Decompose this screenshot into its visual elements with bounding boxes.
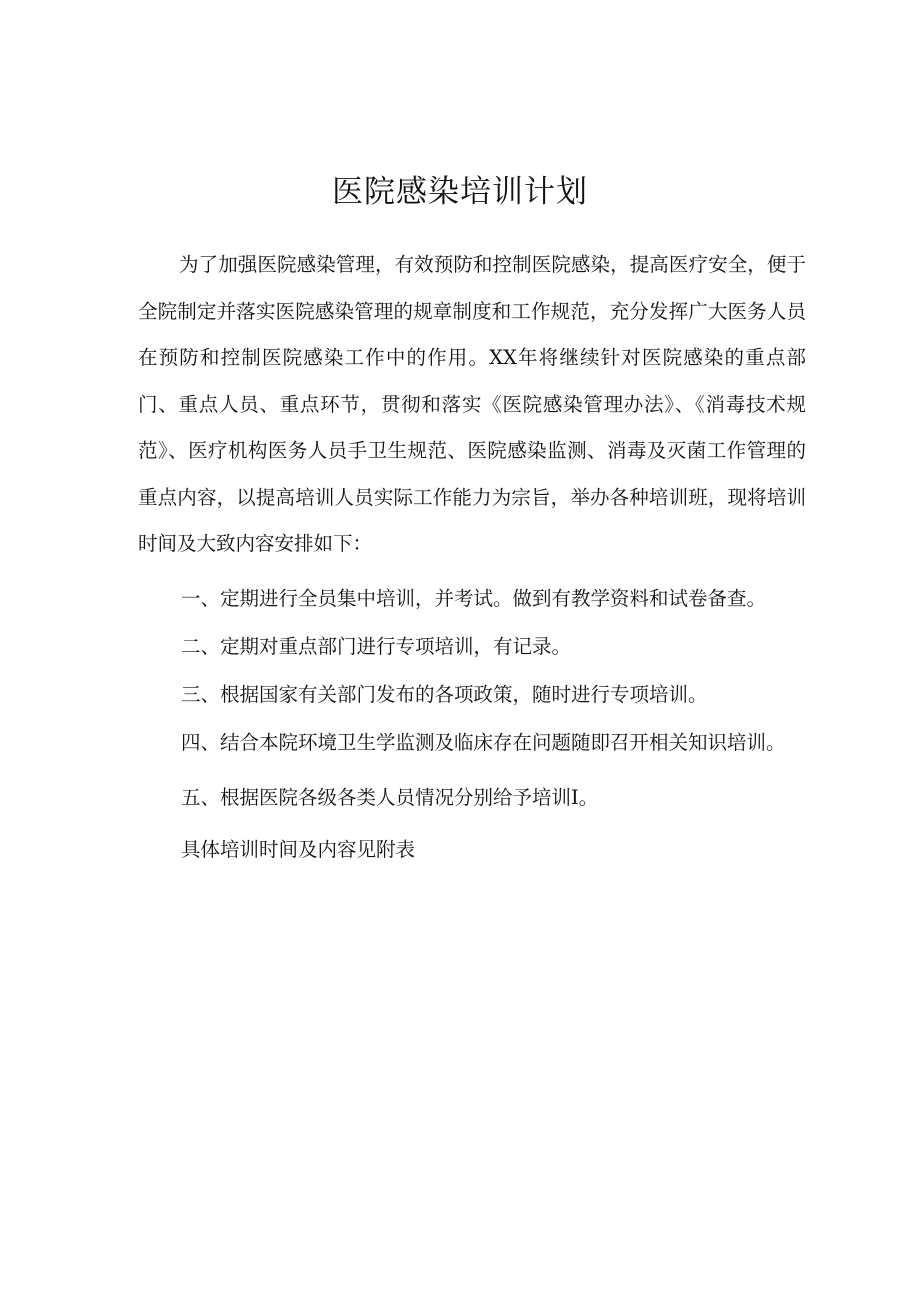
plan-item-1: 一、定期进行全员集中培训，并考试。做到有教学资料和试卷备查。: [181, 587, 767, 610]
plan-item-4: 四、结合本院环境卫生学监测及临床存在问题随即召开相关知识培训。: [181, 731, 786, 754]
plan-item-3: 三、根据国家有关部门发布的各项政策，随时进行专项培训。: [181, 683, 708, 706]
document-title: 医院感染培训计划: [332, 174, 588, 210]
intro-paragraph: 为了加强医院感染管理，有效预防和控制医院感染，提高医疗安全，便于全院制定并落实医院感染管理的规章制度和工作规范，充分发挥广大医务人员在预防和控制医院感染工作中的作用。XX年将继续针对医院感染的重点部门、重点人员、重点环节，贯彻和落实《医院感染管理办法》、《消毒技术规范》、医疗机构医务人员手卫生规范、医院感染监测、消毒及灭菌工作管理的重点内容，以提高培训人员实际工作能力为宗旨，举办各种培训班，现将培训时间及大致内容安排如下：: [138, 253, 806, 555]
footer-note: 具体培训时间及内容见附表: [181, 838, 416, 861]
plan-item-5: 五、根据医院各级各类人员情况分别给予培训I。: [181, 786, 599, 809]
plan-item-2: 二、定期对重点部门进行专项培训，有记录。: [181, 635, 572, 658]
